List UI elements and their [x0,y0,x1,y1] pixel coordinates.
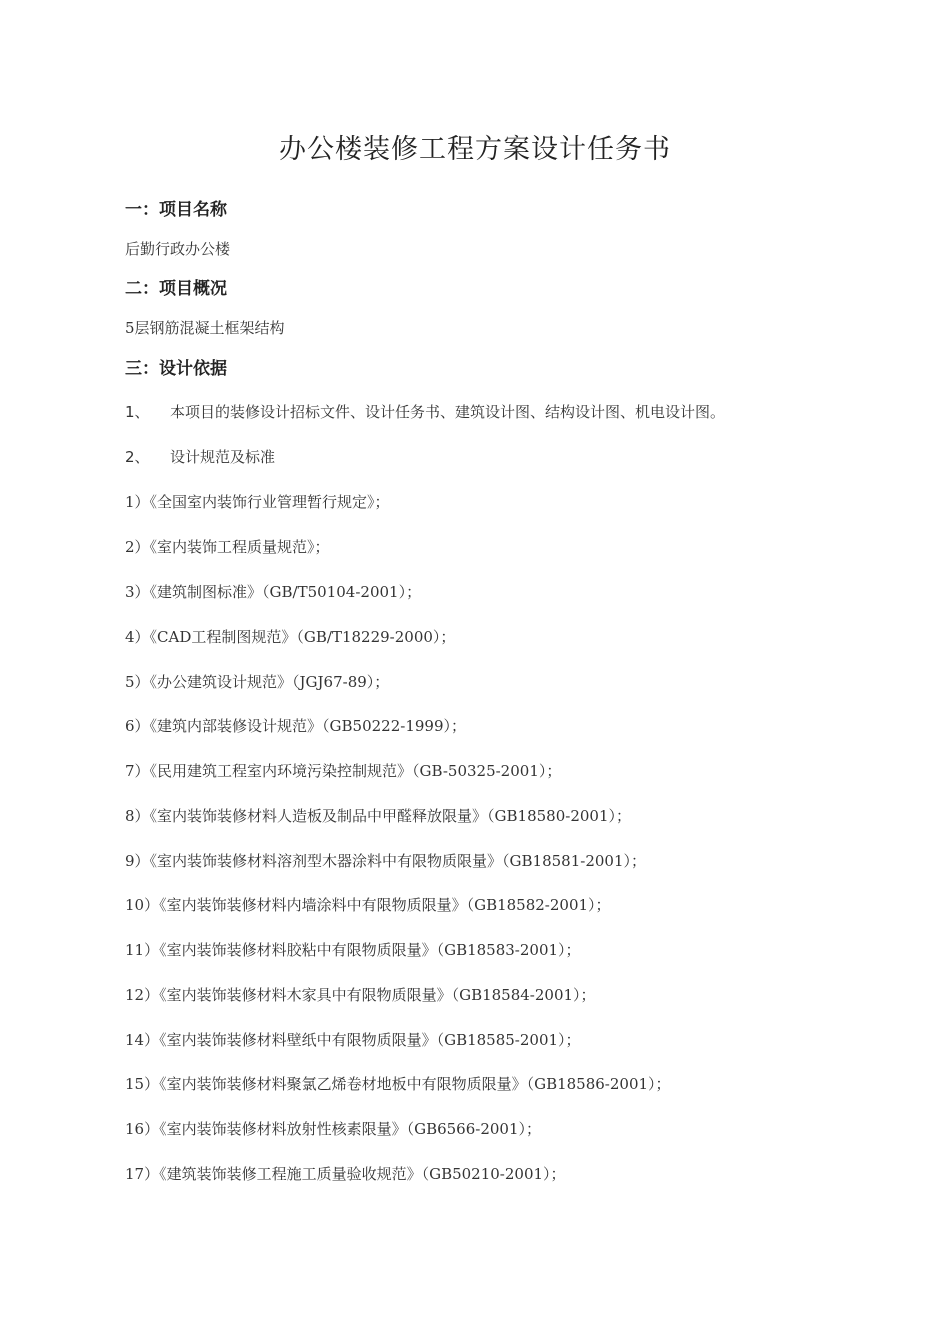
basis-point [125,446,275,468]
standard-item: 16）《室内装饰装修材料放射性核素限量》（GB6566-2001）； [125,1120,542,1138]
basis-point-number: 2、 [125,448,150,466]
standard-item: 12）《室内装饰装修材料木家具中有限物质限量》（GB18584-2001）； [125,986,596,1004]
project-name-text: 后勤行政办公楼 [125,240,231,258]
section-heading-basis: 三：设计依据 [125,359,227,379]
standard-item: 2）《室内装饰工程质量规范》； [125,538,330,556]
standard-item: 17）《建筑装饰装修工程施工质量验收规范》（GB50210-2001）； [125,1165,566,1183]
overview-text: 5层钢筋混凝土框架结构 [125,319,285,337]
standard-item: 1）《全国室内装饰行业管理暂行规定》； [125,493,390,511]
standard-item: 6）《建筑内部装修设计规范》（GB50222-1999）； [125,717,467,735]
standard-item: 14）《室内装饰装修材料壁纸中有限物质限量》（GB18585-2001）； [125,1031,581,1049]
basis-point [125,401,725,423]
basis-point-number: 1、 [125,403,150,421]
standard-item: 8）《室内装饰装修材料人造板及制品中甲醛释放限量》（GB18580-2001）； [125,807,632,825]
standard-item: 5）《办公建筑设计规范》（JGJ67-89）； [125,673,390,691]
document-title: 办公楼装修工程方案设计任务书 [279,134,671,165]
standard-item: 11）《室内装饰装修材料胶粘中有限物质限量》（GB18583-2001）； [125,941,581,959]
standard-item: 15）《室内装饰装修材料聚氯乙烯卷材地板中有限物质限量》（GB18586-2001）； [125,1075,671,1093]
standard-item: 7）《民用建筑工程室内环境污染控制规范》（GB-50325-2001）； [125,762,562,780]
section-heading-project-name: 一：项目名称 [125,200,227,220]
standard-item: 4）《CAD工程制图规范》（GB/T18229-2000）； [125,628,456,646]
basis-point-text: 本项目的装修设计招标文件、设计任务书、建筑设计图、结构设计图、机电设计图。 [170,403,726,421]
basis-point-text: 设计规范及标准 [170,448,276,466]
section-heading-overview: 二：项目概况 [125,279,227,299]
standard-item: 9）《室内装饰装修材料溶剂型木器涂料中有限物质限量》（GB18581-2001）； [125,852,647,870]
standard-item: 3）《建筑制图标准》（GB/T50104-2001）； [125,583,422,601]
standard-item: 10）《室内装饰装修材料内墙涂料中有限物质限量》（GB18582-2001）； [125,896,611,914]
